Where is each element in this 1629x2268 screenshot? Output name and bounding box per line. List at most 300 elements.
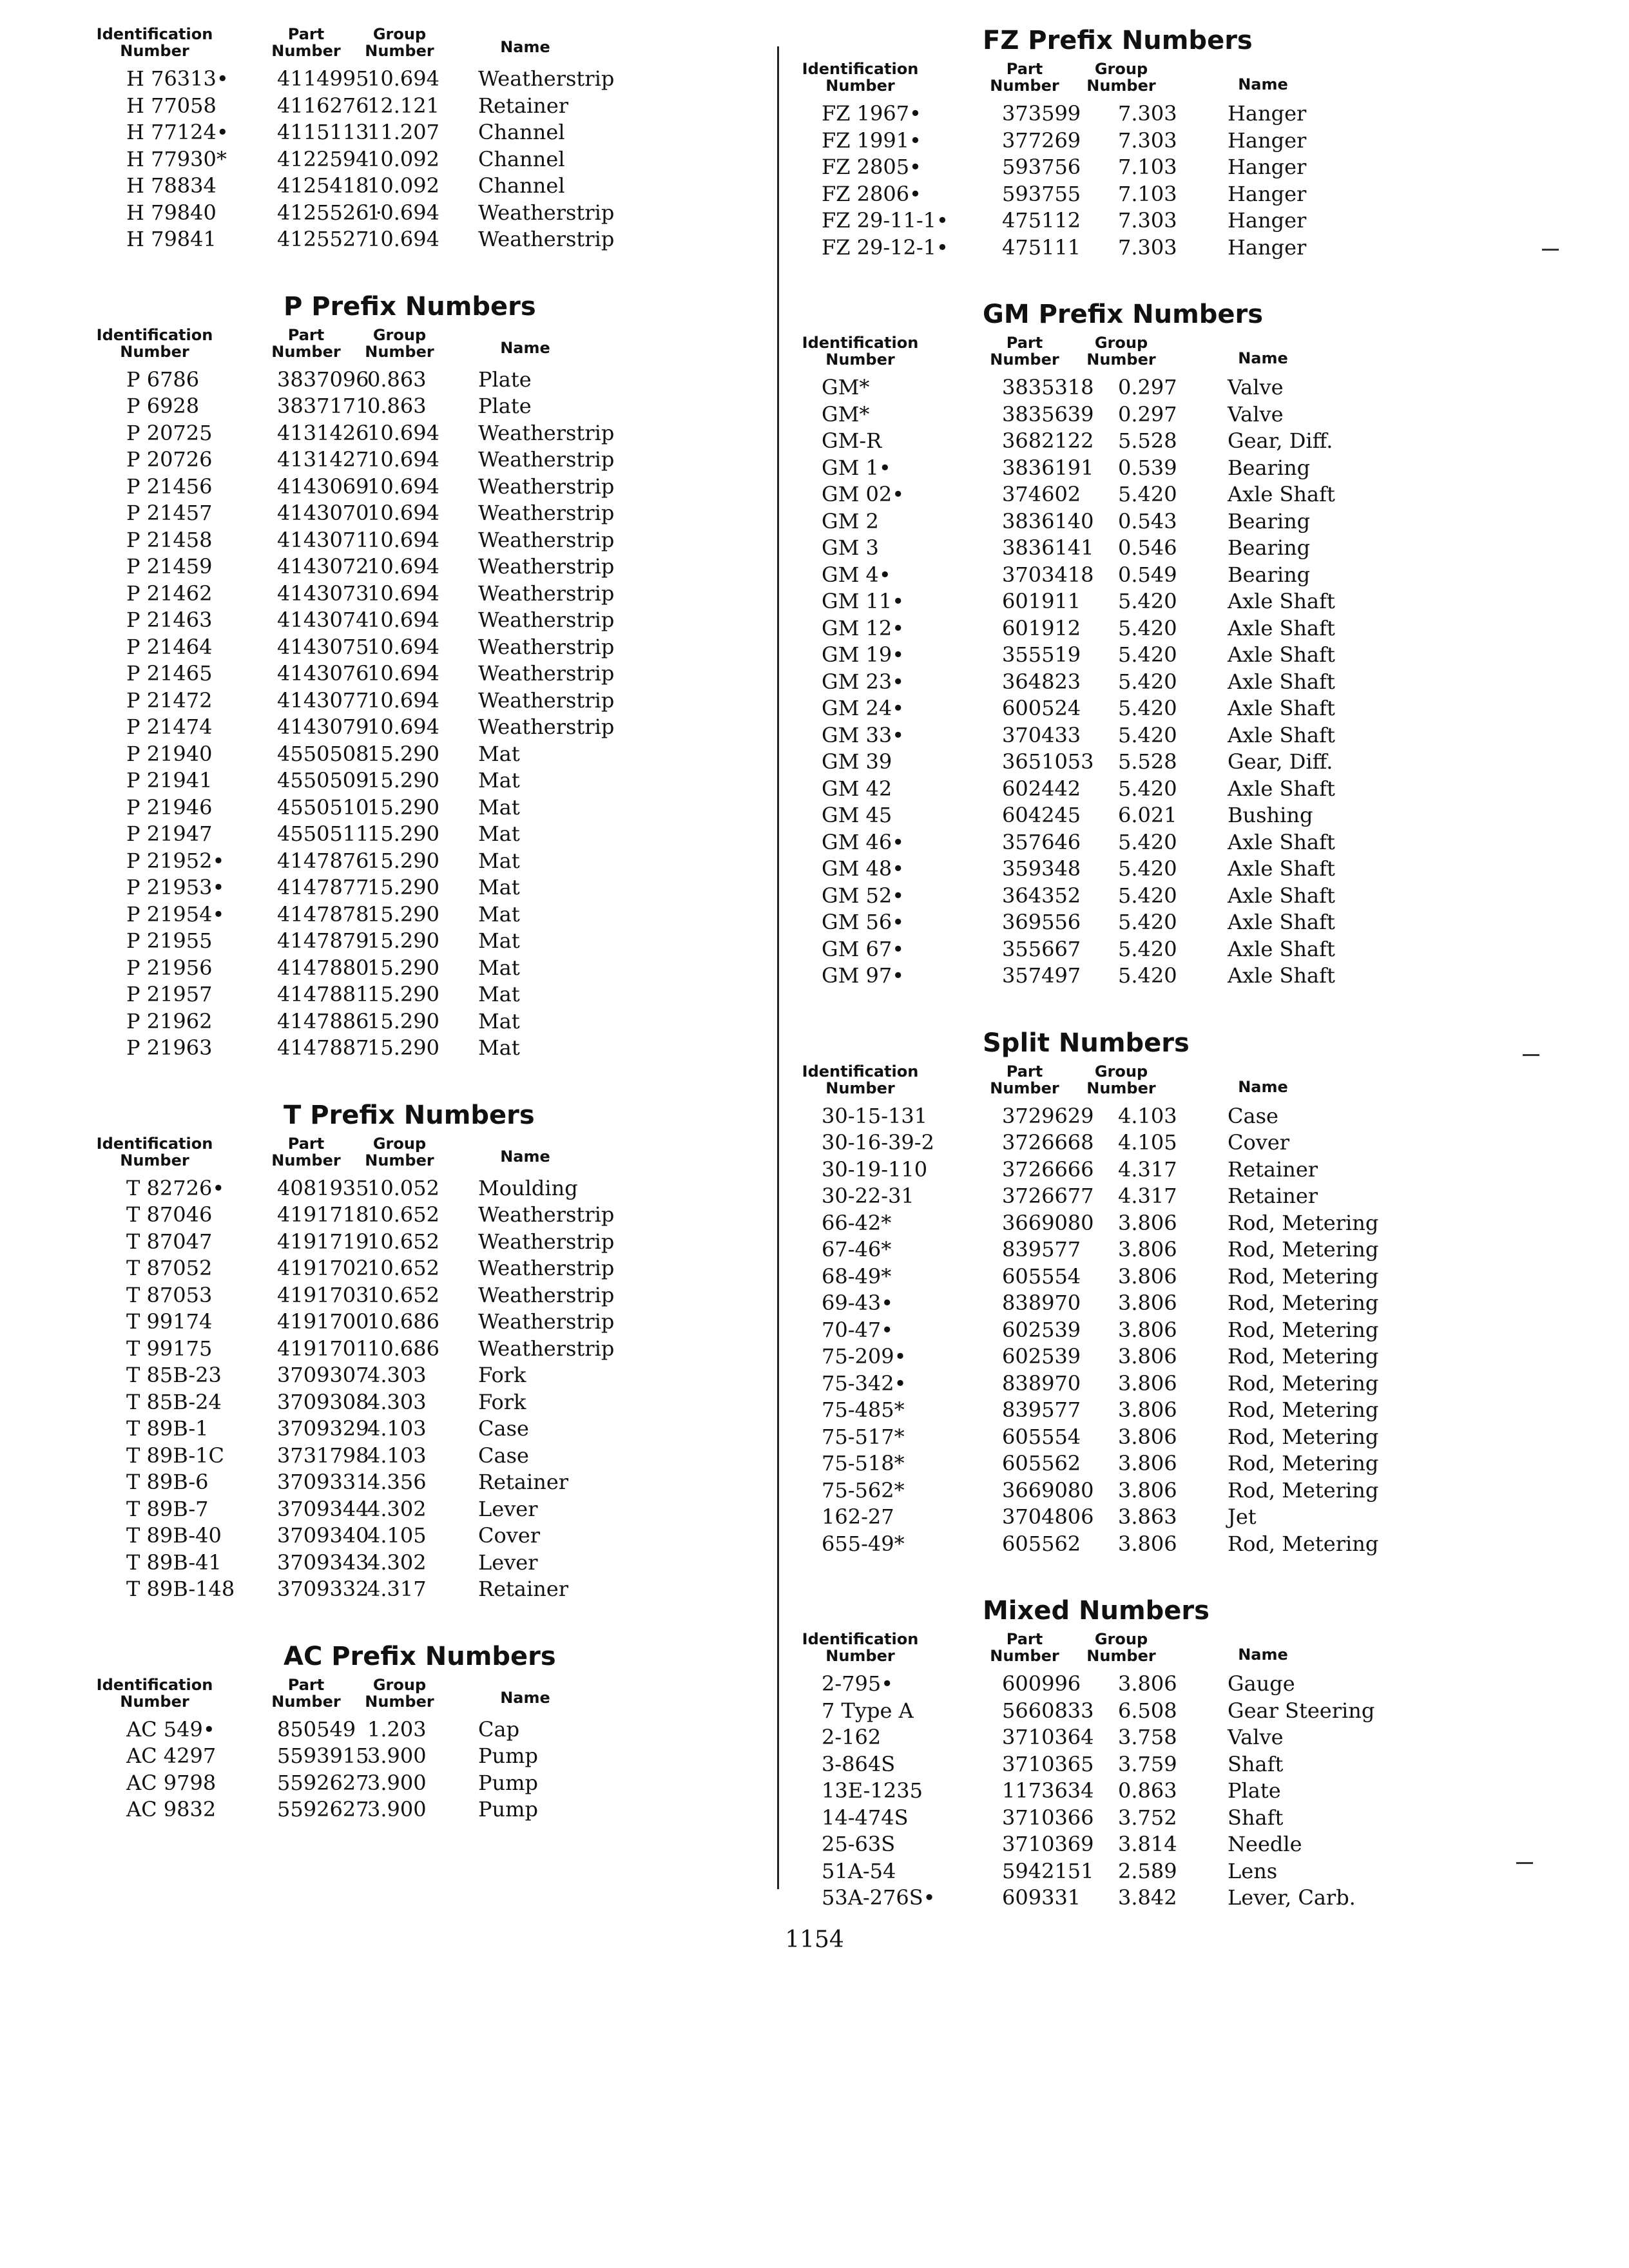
part-name: Hanger xyxy=(1228,155,1307,179)
identification-number: P 20726 xyxy=(126,447,213,472)
table-row xyxy=(84,1389,760,1416)
part-name: Case xyxy=(478,1416,529,1441)
identification-number: P 21955 xyxy=(126,928,213,953)
part-name: Bushing xyxy=(1228,803,1313,827)
part-number: 602442 xyxy=(1002,776,1081,801)
part-name: Pump xyxy=(478,1770,538,1795)
header-part-number: Part Number xyxy=(990,334,1059,369)
table-row xyxy=(84,687,760,715)
part-number: 3726666 xyxy=(1002,1157,1094,1182)
group-number: 3.806 xyxy=(1118,1671,1177,1696)
group-number: 3.842 xyxy=(1118,1885,1177,1910)
part-number: 3710365 xyxy=(1002,1751,1094,1776)
identification-number: T 89B-7 xyxy=(126,1496,209,1521)
identification-number: 7 Type A xyxy=(822,1698,914,1723)
part-number: 604245 xyxy=(1002,803,1081,827)
part-name: Weatherstrip xyxy=(478,527,615,552)
group-number: 3.806 xyxy=(1118,1344,1177,1369)
table-header xyxy=(84,327,760,367)
table-row xyxy=(789,642,1466,669)
identification-number: H 76313• xyxy=(126,66,229,91)
group-number: 6.021 xyxy=(1118,803,1177,827)
part-name: Axle Shaft xyxy=(1228,482,1335,506)
part-name: Rod, Metering xyxy=(1228,1317,1379,1342)
part-name: Rod, Metering xyxy=(1228,1264,1379,1289)
group-number: 10.694 xyxy=(367,420,439,445)
part-number: 3669080 xyxy=(1002,1477,1094,1503)
table-row xyxy=(84,474,760,501)
part-name: Mat xyxy=(478,1008,520,1033)
part-name: Pump xyxy=(478,1797,538,1821)
table-row xyxy=(84,1716,760,1744)
table-row xyxy=(789,1858,1466,1885)
identification-number: P 21962 xyxy=(126,1008,213,1033)
identification-number: GM-R xyxy=(822,428,882,453)
part-number: 1173634 xyxy=(1002,1778,1094,1803)
identification-number: P 21462 xyxy=(126,581,213,606)
group-number: 10.694 xyxy=(367,581,439,606)
table-row xyxy=(84,794,760,822)
identification-number: T 89B-1C xyxy=(126,1443,224,1468)
part-number: 5592627 xyxy=(277,1770,369,1795)
part-number: 4131427 xyxy=(277,447,369,472)
group-number: 10.694 xyxy=(367,554,439,579)
identification-number: GM 46• xyxy=(822,829,905,854)
table-row xyxy=(789,1210,1466,1237)
identification-number: 66-42* xyxy=(822,1210,892,1235)
part-name: Channel xyxy=(478,173,565,198)
table-row xyxy=(84,420,760,447)
header-identification-number: Identification Number xyxy=(96,1134,213,1169)
part-number: 369556 xyxy=(1002,910,1081,934)
part-number: 4191702 xyxy=(277,1256,369,1280)
group-number: 3.863 xyxy=(1118,1504,1177,1529)
identification-number: GM 11• xyxy=(822,589,905,613)
identification-number: 30-22-31 xyxy=(822,1184,914,1208)
table-header xyxy=(789,1063,1466,1103)
group-number: 10.686 xyxy=(367,1309,439,1334)
part-name: Cap xyxy=(478,1716,520,1742)
part-number: 609331 xyxy=(1002,1885,1081,1910)
table-row xyxy=(789,1450,1466,1477)
part-name: Needle xyxy=(1228,1832,1302,1856)
group-number: 0.549 xyxy=(1118,562,1177,587)
table-header xyxy=(789,334,1466,374)
part-number: 4147887 xyxy=(277,1035,369,1060)
part-number: 593755 xyxy=(1002,181,1081,206)
part-number: 850549 xyxy=(277,1716,356,1742)
part-name: Gear, Diff. xyxy=(1228,749,1333,774)
part-name: Gear, Diff. xyxy=(1228,428,1333,453)
group-number: 15.290 xyxy=(367,822,439,846)
part-number: 3709329 xyxy=(277,1416,369,1441)
part-name: Bearing xyxy=(1228,455,1311,480)
identification-number: 655-49* xyxy=(822,1531,905,1556)
part-name: Valve xyxy=(1228,401,1284,427)
part-number: 357497 xyxy=(1002,963,1081,988)
header-group-number: Group Number xyxy=(1086,1630,1156,1665)
part-number: 355667 xyxy=(1002,936,1081,961)
group-number: 10.694 xyxy=(367,474,439,499)
part-number: 4081935 xyxy=(277,1175,369,1200)
group-number: 3.758 xyxy=(1118,1725,1177,1749)
part-name: Axle Shaft xyxy=(1228,642,1335,667)
identification-number: H 77124• xyxy=(126,120,229,144)
identification-number: GM 45 xyxy=(822,803,892,827)
group-number: 5.420 xyxy=(1118,696,1177,720)
part-number: 4143069 xyxy=(277,474,369,499)
table-row xyxy=(789,1103,1466,1130)
part-number: 5942151 xyxy=(1002,1858,1094,1883)
table-row xyxy=(84,634,760,661)
part-number: 373599 xyxy=(1002,101,1081,126)
group-number: 10.694 xyxy=(367,447,439,472)
group-number: 0.863 xyxy=(367,367,427,392)
table-row xyxy=(84,66,760,93)
table-row xyxy=(84,607,760,634)
table-row xyxy=(84,1496,760,1523)
table-row xyxy=(789,588,1466,615)
identification-number: T 89B-40 xyxy=(126,1523,222,1548)
group-number: 4.303 xyxy=(367,1363,427,1387)
part-number: 839577 xyxy=(1002,1398,1081,1422)
part-name: Weatherstrip xyxy=(478,1256,615,1280)
part-number: 3731798 xyxy=(277,1443,369,1468)
part-name: Axle Shaft xyxy=(1228,910,1335,934)
table-row xyxy=(789,508,1466,535)
group-number: 15.290 xyxy=(367,875,439,899)
table-row xyxy=(84,1576,760,1603)
part-name: Lever xyxy=(478,1550,538,1575)
part-name: Retainer xyxy=(1228,1157,1318,1182)
group-number: 10.694 xyxy=(367,634,439,659)
group-number: 10.694 xyxy=(367,687,439,713)
group-number: 0.539 xyxy=(1118,455,1177,480)
part-name: Mat xyxy=(478,848,520,873)
part-number: 4143075 xyxy=(277,634,369,659)
identification-number: P 21956 xyxy=(126,955,213,980)
part-name: Weatherstrip xyxy=(478,501,615,525)
part-number: 4143071 xyxy=(277,527,369,552)
table-row xyxy=(789,615,1466,642)
part-name: Valve xyxy=(1228,1725,1284,1749)
identification-number: P 21464 xyxy=(126,634,213,659)
table-row xyxy=(84,955,760,982)
table-row xyxy=(84,741,760,768)
header-identification-number: Identification Number xyxy=(802,334,919,369)
part-number: 3709331 xyxy=(277,1470,369,1494)
header-name: Name xyxy=(1238,1646,1288,1664)
table-row xyxy=(84,1416,760,1443)
part-name: Plate xyxy=(478,367,532,392)
table-row xyxy=(789,1831,1466,1858)
identification-number: GM 42 xyxy=(822,776,892,801)
part-number: 4143079 xyxy=(277,715,369,739)
table-row xyxy=(84,1255,760,1282)
part-name: Fork xyxy=(478,1363,526,1387)
identification-number: 68-49* xyxy=(822,1264,892,1289)
group-number: 0.543 xyxy=(1118,508,1177,533)
identification-number: P 21957 xyxy=(126,982,213,1006)
part-name: Axle Shaft xyxy=(1228,936,1335,961)
header-name: Name xyxy=(500,1688,550,1707)
header-identification-number: Identification Number xyxy=(802,1630,919,1665)
part-number: 605562 xyxy=(1002,1451,1081,1475)
part-number: 5593915 xyxy=(277,1744,369,1768)
part-number: 4147886 xyxy=(277,1008,369,1033)
group-number: 6.508 xyxy=(1118,1698,1177,1723)
table-row xyxy=(789,856,1466,883)
table-row xyxy=(84,1282,760,1309)
part-number: 4191701 xyxy=(277,1336,369,1361)
part-name: Weatherstrip xyxy=(478,447,615,472)
identification-number: FZ 29-11-1• xyxy=(822,208,949,233)
table-row xyxy=(84,660,760,687)
part-name: Weatherstrip xyxy=(478,1336,615,1361)
identification-number: GM 12• xyxy=(822,615,905,640)
identification-number: 75-485* xyxy=(822,1398,905,1422)
identification-number: FZ 1991• xyxy=(822,128,921,153)
part-number: 3709344 xyxy=(277,1496,369,1521)
identification-number: T 89B-41 xyxy=(126,1550,222,1575)
group-number: 5.528 xyxy=(1118,428,1177,453)
table-row xyxy=(789,428,1466,455)
table-row xyxy=(84,447,760,474)
section-title: FZ Prefix Numbers xyxy=(983,26,1253,55)
table-row xyxy=(84,581,760,608)
part-number: 3726668 xyxy=(1002,1130,1094,1155)
identification-number: GM 4• xyxy=(822,562,891,587)
table-row xyxy=(789,1264,1466,1291)
part-number: 4147876 xyxy=(277,848,369,873)
identification-number: GM 56• xyxy=(822,910,905,934)
identification-number: P 21947 xyxy=(126,822,213,846)
part-number: 4550508 xyxy=(277,741,369,766)
table-row xyxy=(789,1805,1466,1832)
table-row xyxy=(789,1477,1466,1504)
section-title: T Prefix Numbers xyxy=(284,1100,535,1130)
part-number: 4115113 xyxy=(277,120,369,144)
identification-number: H 79840 xyxy=(126,200,217,225)
identification-number: P 21463 xyxy=(126,608,213,632)
group-number: 10.694 xyxy=(367,501,439,525)
identification-number: P 21472 xyxy=(126,687,213,713)
section-title: GM Prefix Numbers xyxy=(983,300,1264,329)
part-number: 3836141 xyxy=(1002,535,1094,560)
header-identification-number: Identification Number xyxy=(96,325,213,361)
table-row xyxy=(84,1229,760,1256)
header-part-number: Part Number xyxy=(271,325,341,361)
table-row xyxy=(84,93,760,120)
group-number: 15.290 xyxy=(367,741,439,766)
identification-number: T 87053 xyxy=(126,1282,213,1307)
group-number: 4.317 xyxy=(1118,1184,1177,1208)
table-row xyxy=(789,207,1466,235)
part-number: 359348 xyxy=(1002,856,1081,881)
group-number: 15.290 xyxy=(367,955,439,980)
part-name: Weatherstrip xyxy=(478,1309,615,1334)
table-header xyxy=(789,61,1466,101)
group-number: 15.290 xyxy=(367,1008,439,1033)
table-row xyxy=(789,963,1466,990)
part-number: 364823 xyxy=(1002,669,1081,694)
part-name: Weatherstrip xyxy=(478,608,615,632)
group-number: 7.103 xyxy=(1118,155,1177,179)
parts-section xyxy=(84,292,760,1062)
identification-number: H 79841 xyxy=(126,227,217,251)
table-row xyxy=(789,1504,1466,1531)
identification-number: T 87052 xyxy=(126,1256,213,1280)
group-number: 0.297 xyxy=(1118,401,1177,427)
group-number: 3.806 xyxy=(1118,1264,1177,1289)
part-number: 600524 xyxy=(1002,696,1081,720)
part-number: 4125527 xyxy=(277,227,369,251)
part-name: Plate xyxy=(478,394,532,418)
part-number: 3836191 xyxy=(1002,455,1094,480)
parts-section xyxy=(84,1642,760,1823)
table-row xyxy=(84,146,760,173)
header-group-number: Group Number xyxy=(365,325,434,361)
header-name: Name xyxy=(500,1147,550,1166)
identification-number: T 85B-23 xyxy=(126,1363,222,1387)
identification-number: P 21953• xyxy=(126,875,225,899)
identification-number: H 77058 xyxy=(126,93,217,118)
header-part-number: Part Number xyxy=(271,1134,341,1169)
table-row xyxy=(84,1362,760,1389)
identification-number: P 21940 xyxy=(126,741,213,766)
identification-number: GM 3 xyxy=(822,535,879,560)
part-name: Weatherstrip xyxy=(478,554,615,579)
identification-number: P 21459 xyxy=(126,554,213,579)
part-name: Weatherstrip xyxy=(478,66,615,91)
part-name: Moulding xyxy=(478,1175,578,1200)
part-number: 4122594 xyxy=(277,146,369,171)
group-number: 1.203 xyxy=(367,1716,427,1742)
part-name: Rod, Metering xyxy=(1228,1477,1379,1503)
table-row xyxy=(84,500,760,527)
section-title: Split Numbers xyxy=(983,1028,1190,1058)
margin-mark xyxy=(1542,249,1559,251)
table-row xyxy=(84,173,760,200)
table-row xyxy=(789,1317,1466,1344)
part-number: 4191718 xyxy=(277,1202,369,1227)
group-number: 10.686 xyxy=(367,1336,439,1361)
parts-section xyxy=(789,300,1466,990)
group-number: 5.420 xyxy=(1118,482,1177,506)
table-row xyxy=(789,909,1466,936)
left-column xyxy=(84,26,760,1862)
identification-number: P 6786 xyxy=(126,367,200,392)
table-row xyxy=(84,1523,760,1550)
group-number: 3.806 xyxy=(1118,1370,1177,1396)
part-name: Rod, Metering xyxy=(1228,1237,1379,1262)
part-name: Lens xyxy=(1228,1858,1278,1883)
table-row xyxy=(789,1397,1466,1424)
table-row xyxy=(789,101,1466,128)
table-row xyxy=(84,367,760,394)
table-row xyxy=(789,1698,1466,1725)
table-row xyxy=(789,1370,1466,1398)
header-identification-number: Identification Number xyxy=(802,1062,919,1097)
part-name: Hanger xyxy=(1228,128,1307,153)
group-number: 4.317 xyxy=(1118,1157,1177,1182)
part-name: Mat xyxy=(478,875,520,899)
identification-number: 53A-276S• xyxy=(822,1885,936,1910)
identification-number: GM 67• xyxy=(822,936,905,961)
part-name: Weatherstrip xyxy=(478,1282,615,1307)
part-number: 839577 xyxy=(1002,1237,1081,1262)
part-name: Plate xyxy=(1228,1778,1281,1803)
part-name: Rod, Metering xyxy=(1228,1291,1379,1315)
group-number: 7.303 xyxy=(1118,101,1177,126)
identification-number: T 89B-6 xyxy=(126,1470,209,1494)
part-number: 605554 xyxy=(1002,1264,1081,1289)
group-number: 15.290 xyxy=(367,928,439,953)
table-row xyxy=(789,1183,1466,1210)
table-row xyxy=(789,535,1466,562)
group-number: 10.694 xyxy=(367,66,439,91)
part-name: Mat xyxy=(478,822,520,846)
identification-number: H 77930* xyxy=(126,146,227,171)
part-number: 3682122 xyxy=(1002,428,1094,453)
group-number: 4.302 xyxy=(367,1496,427,1521)
header-group-number: Group Number xyxy=(1086,334,1156,369)
group-number: 3.759 xyxy=(1118,1751,1177,1776)
table-row xyxy=(789,669,1466,696)
part-number: 3835639 xyxy=(1002,401,1094,427)
group-number: 5.420 xyxy=(1118,856,1177,881)
group-number: 10.652 xyxy=(367,1229,439,1254)
table-row xyxy=(789,1236,1466,1264)
header-part-number: Part Number xyxy=(271,1675,341,1711)
part-number: 601911 xyxy=(1002,589,1081,613)
part-name: Retainer xyxy=(478,1577,569,1601)
identification-number: P 6928 xyxy=(126,394,200,418)
part-number: 4125526 · xyxy=(277,200,382,225)
group-number: 3.752 xyxy=(1118,1805,1177,1830)
identification-number: 69-43• xyxy=(822,1291,894,1315)
table-row xyxy=(789,181,1466,208)
section-title: AC Prefix Numbers xyxy=(284,1641,556,1671)
group-number: 3.806 xyxy=(1118,1237,1177,1262)
identification-number: AC 4297 xyxy=(126,1744,217,1768)
table-row xyxy=(789,235,1466,262)
part-name: Axle Shaft xyxy=(1228,669,1335,694)
header-group-number: Group Number xyxy=(365,1675,434,1711)
parts-section xyxy=(84,26,760,253)
part-number: 3710366 xyxy=(1002,1805,1094,1830)
part-name: Lever, Carb. xyxy=(1228,1885,1356,1910)
part-name: Axle Shaft xyxy=(1228,883,1335,908)
part-number: 3651053 xyxy=(1002,749,1094,774)
part-name: Bearing xyxy=(1228,562,1311,587)
identification-number: P 20725 xyxy=(126,420,213,445)
part-number: 4147877 xyxy=(277,875,369,899)
part-name: Shaft xyxy=(1228,1751,1284,1776)
part-name: Axle Shaft xyxy=(1228,615,1335,640)
part-number: 4131426 xyxy=(277,420,369,445)
part-name: Weatherstrip xyxy=(478,227,615,251)
part-number: 3709307 xyxy=(277,1363,369,1387)
part-name: Valve xyxy=(1228,375,1284,399)
table-row xyxy=(84,1770,760,1797)
group-number: 2.589 xyxy=(1118,1858,1177,1883)
part-name: Pump xyxy=(478,1744,538,1768)
group-number: 15.290 xyxy=(367,901,439,927)
table-row xyxy=(84,1175,760,1202)
table-row xyxy=(789,1531,1466,1558)
part-name: Rod, Metering xyxy=(1228,1210,1379,1235)
